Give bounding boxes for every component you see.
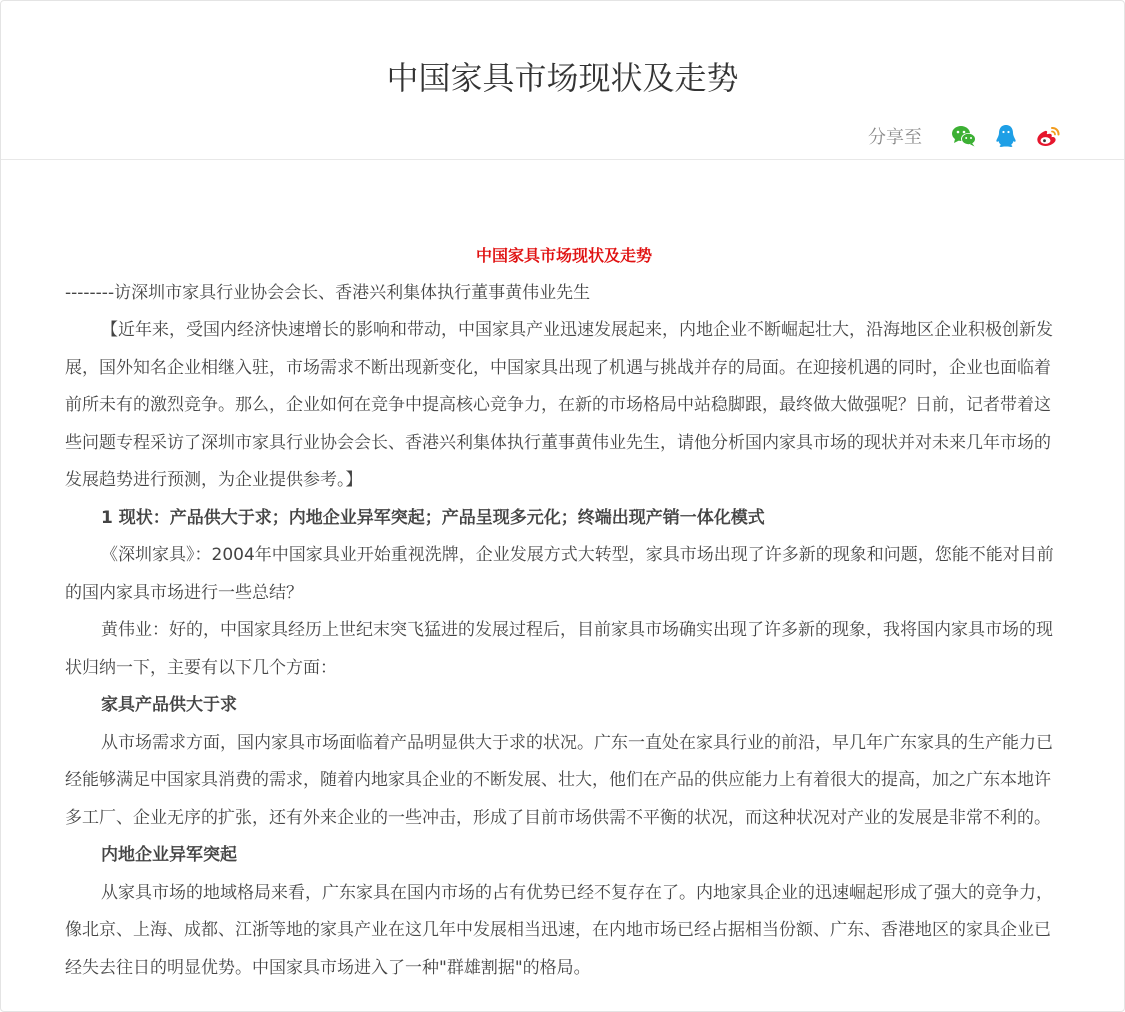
wechat-icon[interactable] — [950, 122, 978, 150]
question-paragraph: 《深圳家具》：2004年中国家具业开始重视洗牌，企业发展方式大转型，家具市场出现了许多新的现象和问题，您能不能对目前的国内家具市场进行一些总结？ — [65, 545, 1054, 603]
subheading-supply: 家具产品供大于求 — [101, 695, 237, 715]
page-title: 中国家具市场现状及走势 — [386, 59, 739, 97]
supply-paragraph: 从市场需求方面，国内家具市场面临着产品明显供大于求的状况。广东一直处在家具行业的前沿，早几年广东家具的生产能力已经能够满足中国家具消费的需求，随着内地家具企业的不断发展、壮大，他们在产品的供应能力上有着很大的提高，加之广东本地许多工厂、企业无序的扩张，还有外来企业的一些冲击，形成了目前市场供需不平衡的状况，而这种状况对产业的发展是非常不利的。 — [65, 732, 1053, 828]
article-body — [65, 237, 1063, 987]
intro-paragraph: 【近年来，受国内经济快速增长的影响和带动，中国家具产业迅速发展起来，内地企业不断崛起壮大，沿海地区企业积极创新发展，国外知名企业相继入驻，市场需求不断出现新变化，中国家具出现了机遇与挑战并存的局面。在迎接机遇的同时，企业也面临着前所未有的激烈竞争。那么，企业如何在竞争中提高核心竞争力，在新的市场格局中站稳脚跟，最终做大做强呢？日前，记者带着这些问题专程采访了深圳市家具行业协会会长、香港兴利集体执行董事黄伟业先生，请他分析国内家具市场的现状并对未来几年市场的发展趋势进行预测，为企业提供参考。】 — [65, 320, 1053, 490]
share-label: 分享至 — [868, 127, 922, 148]
answer-paragraph: 黄伟业：好的，中国家具经历上世纪末突飞猛进的发展过程后，目前家具市场确实出现了许多新的现象，我将国内家具市场的现状归纳一下，主要有以下几个方面： — [65, 620, 1053, 678]
weibo-icon[interactable] — [1034, 122, 1062, 150]
section-heading: 1 现状：产品供大于求；内地企业异军突起；产品呈现多元化；终端出现产销一体化模式 — [101, 507, 765, 528]
share-bar — [868, 122, 1062, 150]
article-header — [1, 1, 1124, 160]
qq-icon[interactable] — [992, 122, 1020, 150]
subheading-inland: 内地企业异军突起 — [101, 845, 237, 865]
inland-paragraph: 从家具市场的地域格局来看，广东家具在国内市场的占有优势已经不复存在了。内地家具企业的迅速崛起形成了强大的竞争力，像北京、上海、成都、江浙等地的家具产业在这几年中发展相当迅速，在内地市场已经占据相当份额、广东、香港地区的家具企业已经失去往日的明显优势。中国家具市场进入了一种"群雄割据"的格局。 — [65, 882, 1053, 978]
article-title: 中国家具市场现状及走势 — [475, 246, 652, 265]
article-subtitle: --------访深圳市家具行业协会会长、香港兴利集体执行董事黄伟业先生 — [65, 282, 591, 303]
